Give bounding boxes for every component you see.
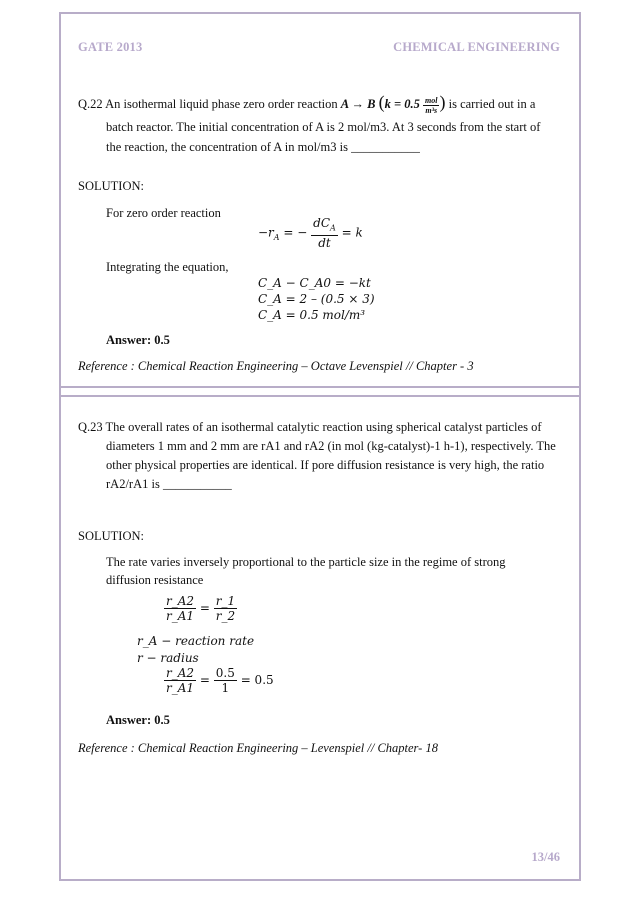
- page-number: 13/46: [531, 850, 560, 864]
- solution1-heading: SOLUTION:: [78, 179, 144, 193]
- rate-equation: [258, 216, 363, 250]
- zero-order-text: For zero order reaction: [106, 206, 221, 220]
- q22-lead: Q.22 An isothermal liquid phase zero order reaction: [78, 97, 338, 111]
- eq1-den: dt: [318, 236, 331, 251]
- r-num: r_1: [215, 594, 236, 608]
- eq1-rhs: = k: [341, 225, 363, 240]
- q22-line2: batch reactor. The initial concentration of A is 2 mol/m3. At 3 seconds from the start of: [106, 120, 541, 134]
- ratio-den: r_A1: [166, 609, 195, 623]
- q22-tail: is carried out in a: [448, 97, 536, 111]
- q22-line3: the reaction, the concentration of A in mol/m3 is ___________: [106, 140, 420, 154]
- value-num: 0.5: [215, 666, 235, 680]
- reference-q23: Reference : Chemical Reaction Engineering – Levenspiel // Chapter- 18: [78, 741, 438, 755]
- eq1-sub: A: [273, 233, 280, 243]
- ratio-num: r_A2: [166, 594, 195, 608]
- section-divider: [59, 386, 581, 388]
- eq1-lhs: −r: [258, 225, 274, 240]
- sol2-line1: The rate varies inversely proportional to the particle size in the regime of strong: [106, 555, 506, 569]
- value-ratio-den: r_A1: [166, 681, 195, 695]
- answer-q23: Answer: 0.5: [106, 713, 170, 727]
- solution2-heading: SOLUTION:: [78, 529, 144, 543]
- q23-line1: Q.23 The overall rates of an isothermal catalytic reaction using spherical catalyst particles of: [78, 420, 542, 434]
- sol2-line2: diffusion resistance: [106, 573, 204, 587]
- eq1-num-sub: A: [330, 223, 336, 233]
- value-rhs: = 0.5: [240, 673, 274, 687]
- q23-line4: rA2/rA1 is ___________: [106, 477, 232, 491]
- answer-q22: Answer: 0.5: [106, 333, 170, 347]
- header-subject: CHEMICAL ENGINEERING: [393, 40, 560, 54]
- header-exam: GATE 2013: [78, 40, 143, 54]
- q23-line3: other physical properties are identical. If pore diffusion resistance is very high, the ratio: [106, 458, 545, 472]
- q22-reaction: A → B: [340, 97, 376, 111]
- value-ratio-num: r_A2: [166, 666, 195, 680]
- ratio-equation: $\frac{r\_A2}{r\_A1}$ = $\frac{r\_1}{r\_2}$: [166, 594, 236, 623]
- value-den: 1: [221, 681, 230, 695]
- q23-line2: diameters 1 mm and 2 mm are rA1 and rA2 (in mol (kg-catalyst)-1 h-1), respectively. The: [106, 439, 556, 453]
- q22-unit-num: mol: [425, 95, 438, 105]
- substitution-equation: C_A = 2 – (0.5 × 3): [258, 292, 375, 306]
- definition-rate: r_A − reaction rate: [137, 634, 255, 648]
- q22-line1: Q.22 An isothermal liquid phase zero order reaction A → B (k = 0.5 $\frac{\text{mol}}{\text{m³s}}$ ) is carried out in a: [78, 92, 536, 115]
- q22-unit-den: m³s: [425, 105, 438, 115]
- value-equation: $\frac{r\_A2}{r\_A1}$ = $\frac{0.5}{1}$ = 0.5: [166, 666, 274, 695]
- q22-rate: k = 0.5: [384, 97, 420, 111]
- integrated-equation: C_A − C_A0 = −kt: [258, 276, 371, 290]
- reference-q22: Reference : Chemical Reaction Engineering – Octave Levenspiel // Chapter - 3: [78, 359, 474, 373]
- definition-radius: r − radius: [137, 651, 199, 665]
- eq1-mid: = −: [283, 225, 308, 240]
- result-equation: C_A = 0.5 mol/m³: [258, 308, 366, 322]
- eq1-num: dC: [313, 216, 331, 230]
- integrating-text: Integrating the equation,: [106, 260, 229, 274]
- section-divider: [59, 395, 581, 397]
- r-den: r_2: [215, 609, 236, 623]
